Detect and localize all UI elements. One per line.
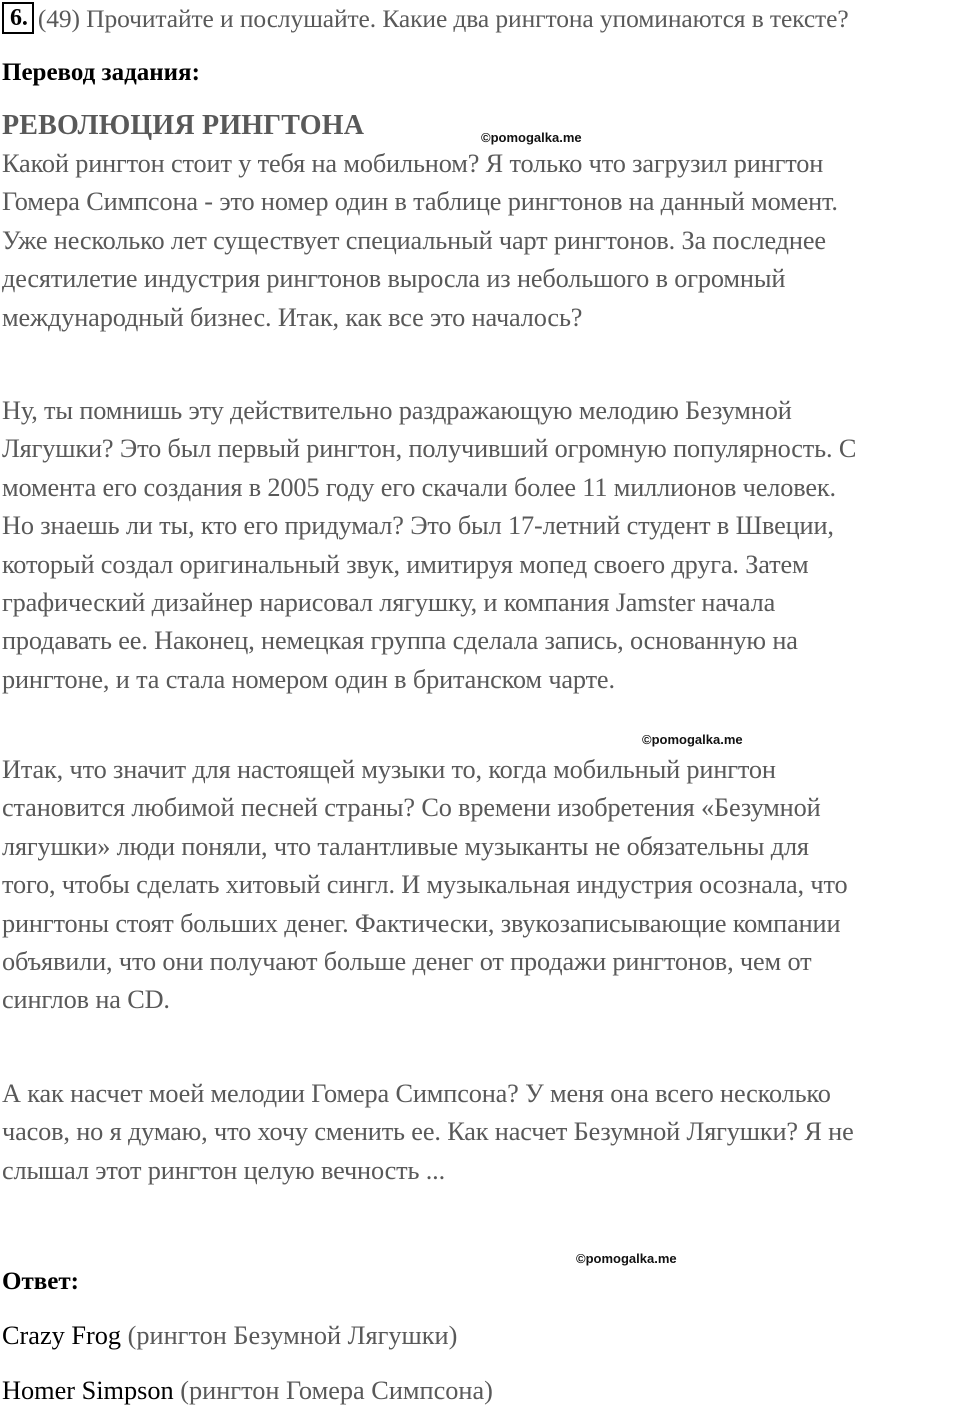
text-line: лягушки» люди поняли, что талантливые музыканты не обязательны для	[2, 831, 809, 861]
answer-item	[2, 1374, 493, 1408]
text-line: часов, но я думаю, что хочу сменить ее. Как насчет Безумной Лягушки? Я не	[2, 1117, 854, 1147]
text-line: Какой рингтон стоит у тебя на мобильном? Я только что загрузил рингтон	[2, 149, 824, 178]
text-line: Уже несколько лет существует специальный чарт рингтонов. За последнее	[2, 225, 826, 255]
paragraph-1	[2, 145, 838, 337]
text-line: слышал этот рингтон целую вечность ...	[2, 1155, 446, 1185]
text-line: синглов на CD.	[2, 985, 170, 1015]
text-line: графический дизайнер нарисовал лягушку, и компания Jamster начала	[2, 588, 776, 618]
text-line: объявили, что они получают больше денег от продажи рингтонов, чем от	[2, 947, 812, 977]
text-line: Ну, ты помнишь эту действительно раздражающую мелодию Безумной	[2, 396, 792, 425]
text-line: момента его создания в 2005 году его скачали более 11 миллионов человек.	[2, 472, 836, 502]
watermark: ©pomogalka.me	[642, 732, 743, 747]
paragraph-2	[2, 392, 856, 699]
task-line	[2, 2, 849, 36]
text-line: международный бизнес. Итак, как все это началось?	[2, 302, 583, 332]
text-line: Но знаешь ли ты, кто его придумал? Это был 17-летний студент в Швеции,	[2, 511, 834, 541]
watermark: ©pomogalka.me	[481, 130, 582, 145]
answer-russian: (рингтон Безумной Лягушки)	[127, 1321, 458, 1350]
answer-item	[2, 1319, 457, 1353]
text-line: того, чтобы сделать хитовый сингл. И музыкальная индустрия осознала, что	[2, 870, 848, 900]
watermark: ©pomogalka.me	[576, 1251, 677, 1266]
text-line: рингтоне, и та стала номером один в британском чарте.	[2, 664, 615, 694]
section-title: РЕВОЛЮЦИЯ РИНГТОНА	[2, 110, 365, 141]
task-number: 6.	[2, 2, 34, 34]
answer-english: Homer Simpson	[2, 1376, 174, 1405]
translation-heading: Перевод задания:	[2, 59, 200, 86]
text-line: продавать ее. Наконец, немецкая группа сделала запись, основанную на	[2, 626, 798, 656]
text-line: рингтоны стоят больших денег. Фактически, звукозаписывающие компании	[2, 908, 841, 938]
text-line: который создал оригинальный звук, имитируя мопед своего друга. Затем	[2, 549, 809, 579]
paragraph-3	[2, 751, 847, 1020]
text-line: Гомера Симпсона - это номер один в таблице рингтонов на данный момент.	[2, 187, 838, 217]
text-line: становится любимой песней страны? Со времени изобретения «Безумной	[2, 793, 821, 823]
text-line: Лягушки? Это был первый рингтон, получивший огромную популярность. С	[2, 434, 857, 464]
answer-heading: Ответ:	[2, 1268, 79, 1295]
text-line: десятилетие индустрия рингтонов выросла из небольшого в огромный	[2, 264, 786, 294]
task-text: (49) Прочитайте и послушайте. Какие два рингтона упоминаются в тексте?	[37, 4, 849, 33]
answer-english: Crazy Frog	[2, 1321, 122, 1350]
text-line: А как насчет моей мелодии Гомера Симпсона? У меня она всего несколько	[2, 1079, 831, 1108]
paragraph-4	[2, 1075, 854, 1190]
text-line: Итак, что значит для настоящей музыки то, когда мобильный рингтон	[2, 755, 776, 784]
answer-russian: (рингтон Гомера Симпсона)	[180, 1376, 493, 1405]
